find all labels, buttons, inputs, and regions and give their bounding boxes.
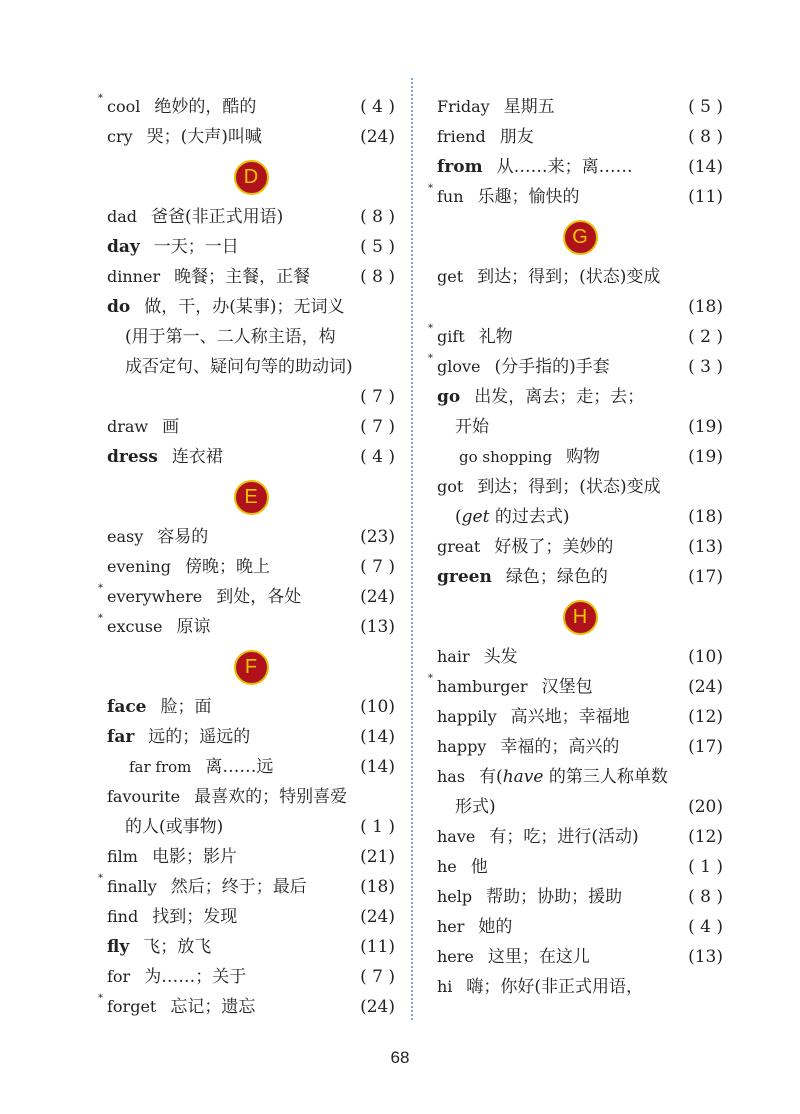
- entry-continuation: [437, 792, 723, 822]
- unit-reference: ( 1 ): [688, 857, 723, 877]
- entry-continuation: [437, 502, 723, 532]
- entry-definition: 哭；(大声)叫喊: [146, 127, 262, 147]
- entry-definition: 画: [162, 417, 180, 437]
- unit-reference: (12): [688, 827, 723, 847]
- unit-reference: ( 4 ): [688, 917, 723, 937]
- unit-reference: (24): [360, 587, 395, 607]
- unit-reference: ( 5 ): [688, 97, 723, 117]
- entry-word: her: [437, 917, 465, 936]
- entry-definition: 星期五: [503, 97, 555, 117]
- entry-definition: 脸；面: [160, 697, 212, 717]
- vocab-entry: [437, 382, 723, 412]
- unit-reference: (12): [688, 707, 723, 727]
- unit-reference: ( 8 ): [688, 127, 723, 147]
- vocab-entry: [437, 942, 723, 972]
- unit-reference: (17): [688, 567, 723, 587]
- unit-reference: ( 8 ): [360, 267, 395, 287]
- entry-word: excuse: [107, 617, 163, 636]
- unit-reference: (24): [360, 907, 395, 927]
- entry-word: fly: [107, 937, 130, 957]
- vocab-entry: [437, 92, 723, 122]
- entry-word: draw: [107, 417, 149, 436]
- phrase-entry: [107, 752, 395, 782]
- unit-reference: (14): [688, 157, 723, 177]
- entry-word: hamburger: [437, 677, 528, 696]
- unit-reference: (23): [360, 527, 395, 547]
- entry-word: finally: [107, 877, 157, 896]
- entry-definition: 头发: [483, 647, 518, 667]
- entry-continuation: [107, 352, 395, 382]
- entry-definition: 幸福的；高兴的: [500, 737, 620, 757]
- entry-word: glove: [437, 357, 481, 376]
- vocab-entry: [107, 932, 395, 962]
- letter-section-header: [107, 472, 395, 522]
- vocab-entry: [107, 842, 395, 872]
- asterisk-marker: *: [98, 583, 103, 594]
- entry-word: do: [107, 297, 131, 317]
- letter-section-header: [437, 212, 723, 262]
- entry-definition: 的人(或事物): [125, 817, 224, 837]
- entry-word: he: [437, 857, 457, 876]
- letter-badge: F: [234, 650, 269, 685]
- entry-definition: (用于第一、二人称主语，构: [125, 327, 336, 347]
- unit-reference: (18): [688, 297, 723, 317]
- entry-definition: 原谅: [176, 617, 211, 637]
- unit-reference: (24): [688, 677, 723, 697]
- letter-section-header: [107, 152, 395, 202]
- entry-definition: 到处，各处: [216, 587, 302, 607]
- vocab-entry: [437, 912, 723, 942]
- unit-reference: ( 5 ): [360, 237, 395, 257]
- glossary-left-column: [98, 92, 395, 1022]
- entry-word: face: [107, 697, 147, 717]
- entry-definition: 从……来；离……: [496, 157, 633, 177]
- entry-word: everywhere: [107, 587, 203, 606]
- entry-word: go: [437, 387, 461, 407]
- vocab-entry: [107, 902, 395, 932]
- entry-word: cry: [107, 127, 133, 146]
- entry-definition: 电影；影片: [151, 847, 237, 867]
- entry-continuation: [107, 322, 395, 352]
- unit-reference: ( 8 ): [360, 207, 395, 227]
- entry-definition: 容易的: [157, 527, 209, 547]
- vocab-entry: [437, 472, 723, 502]
- asterisk-marker: *: [98, 873, 103, 884]
- entry-definition: 远的；遥远的: [148, 727, 251, 747]
- unit-reference: (24): [360, 127, 395, 147]
- entry-definition: 购物: [566, 447, 601, 467]
- unit-reference: (20): [688, 797, 723, 817]
- entry-word: for: [107, 967, 131, 986]
- unit-reference: (13): [360, 617, 395, 637]
- entry-word: film: [107, 847, 138, 866]
- vocab-entry: [437, 532, 723, 562]
- asterisk-marker: *: [98, 613, 103, 624]
- vocab-entry: [98, 992, 395, 1022]
- entry-definition: 最喜欢的；特别喜爱: [194, 787, 348, 807]
- entry-word: fun: [437, 187, 464, 206]
- unit-reference: (18): [360, 877, 395, 897]
- entry-word: cool: [107, 97, 141, 116]
- vocab-entry: [107, 552, 395, 582]
- unit-reference: ( 8 ): [688, 887, 723, 907]
- entry-definition: 他: [470, 857, 488, 877]
- vocab-entry: [107, 412, 395, 442]
- unit-reference: ( 4 ): [360, 447, 395, 467]
- vocab-entry: [428, 352, 723, 382]
- entry-word: far: [107, 727, 135, 747]
- vocab-entry: [107, 692, 395, 722]
- entry-word: get: [437, 267, 464, 286]
- entry-continuation: [107, 812, 395, 842]
- entry-word: gift: [437, 327, 465, 346]
- letter-badge: G: [563, 220, 598, 255]
- vocab-entry: [107, 522, 395, 552]
- entry-word: help: [437, 887, 473, 906]
- vocab-entry: [107, 722, 395, 752]
- entry-definition: 有(have 的第三人称单数: [479, 767, 668, 787]
- entry-definition: 离……远: [205, 757, 274, 777]
- entry-definition: 傍晚；晚上: [184, 557, 270, 577]
- vocab-entry: [107, 122, 395, 152]
- unit-reference: (11): [688, 187, 723, 207]
- entry-definition: 爸爸(非正式用语): [151, 207, 284, 227]
- vocab-entry: [107, 782, 395, 812]
- entry-word: great: [437, 537, 481, 556]
- entry-word: far from: [129, 758, 192, 776]
- unit-reference: (24): [360, 997, 395, 1017]
- entry-word: here: [437, 947, 474, 966]
- entry-continuation: [437, 412, 723, 442]
- entry-definition: (get 的过去式): [455, 507, 570, 527]
- entry-word: dress: [107, 447, 158, 467]
- unit-reference: ( 1 ): [360, 817, 395, 837]
- entry-word: dad: [107, 207, 138, 226]
- vocab-entry: [437, 762, 723, 792]
- letter-section-header: [437, 592, 723, 642]
- vocab-entry: [437, 262, 723, 292]
- entry-word: day: [107, 237, 140, 257]
- entry-definition: 然后；终于；最后: [170, 877, 307, 897]
- entry-definition: 嗨；你好(非正式用语，: [466, 977, 644, 997]
- letter-badge: D: [234, 160, 269, 195]
- unit-reference: ( 2 ): [688, 327, 723, 347]
- asterisk-marker: *: [428, 353, 433, 364]
- entry-definition: 她的: [478, 917, 513, 937]
- entry-definition: 到达；得到；(状态)变成: [477, 267, 661, 287]
- vocab-entry: [107, 292, 395, 322]
- entry-definition: 忘记；遗忘: [170, 997, 256, 1017]
- asterisk-marker: *: [428, 323, 433, 334]
- entry-word: friend: [437, 127, 486, 146]
- unit-reference: (17): [688, 737, 723, 757]
- vocab-entry: [107, 202, 395, 232]
- entry-definition: 找到；发现: [152, 907, 238, 927]
- unit-reference: (13): [688, 537, 723, 557]
- vocab-entry: [98, 872, 395, 902]
- vocab-entry: [107, 232, 395, 262]
- vocab-entry: [107, 262, 395, 292]
- asterisk-marker: *: [428, 183, 433, 194]
- entry-definition: 汉堡包: [541, 677, 593, 697]
- vocab-entry: [437, 852, 723, 882]
- glossary-right-column: [428, 92, 723, 1002]
- unit-reference: (11): [360, 937, 395, 957]
- vocab-entry: [428, 322, 723, 352]
- page-number: 68: [390, 1048, 410, 1067]
- vocab-entry: [437, 122, 723, 152]
- entry-word: have: [437, 827, 476, 846]
- entry-word: hi: [437, 977, 453, 996]
- entry-definition: 乐趣；愉快的: [477, 187, 580, 207]
- entry-definition: 做，干，办(某事)；无词义: [144, 297, 345, 317]
- entry-definition: 绿色；绿色的: [505, 567, 608, 587]
- vocab-entry: [437, 972, 723, 1002]
- entry-word: forget: [107, 997, 157, 1016]
- entry-word: green: [437, 567, 492, 587]
- entry-definition: 这里；在这儿: [487, 947, 590, 967]
- entry-definition: 高兴地；幸福地: [510, 707, 630, 727]
- entry-definition: 飞；放飞: [143, 937, 212, 957]
- unit-reference: (19): [688, 447, 723, 467]
- vocab-entry: [437, 562, 723, 592]
- vocab-entry: [437, 702, 723, 732]
- unit-reference: ( 7 ): [360, 387, 395, 407]
- entry-word: Friday: [437, 97, 490, 116]
- entry-continuation: [107, 382, 395, 412]
- entry-word: go shopping: [459, 448, 553, 466]
- entry-definition: 出发，离去；走；去；: [474, 387, 645, 407]
- letter-badge: E: [234, 480, 269, 515]
- letter-badge: H: [563, 600, 598, 635]
- unit-reference: ( 4 ): [360, 97, 395, 117]
- letter-section-header: [107, 642, 395, 692]
- entry-definition: 绝妙的，酷的: [154, 97, 257, 117]
- vocab-entry: [437, 152, 723, 182]
- entry-definition: 到达；得到；(状态)变成: [477, 477, 661, 497]
- entry-word: got: [437, 477, 464, 496]
- unit-reference: (14): [360, 727, 395, 747]
- entry-word: hair: [437, 647, 470, 666]
- entry-word: from: [437, 157, 483, 177]
- vocab-entry: [437, 642, 723, 672]
- vocab-entry: [98, 612, 395, 642]
- entry-definition: 晚餐；主餐，正餐: [174, 267, 311, 287]
- column-divider: [411, 78, 413, 1020]
- vocab-entry: [437, 822, 723, 852]
- entry-word: easy: [107, 527, 144, 546]
- entry-word: find: [107, 907, 139, 926]
- asterisk-marker: *: [98, 993, 103, 1004]
- vocab-entry: [98, 92, 395, 122]
- unit-reference: (10): [360, 697, 395, 717]
- entry-definition: 形式): [455, 797, 496, 817]
- unit-reference: ( 3 ): [688, 357, 723, 377]
- vocab-entry: [107, 442, 395, 472]
- entry-definition: 开始: [455, 417, 489, 437]
- entry-definition: 有；吃；进行(活动): [489, 827, 639, 847]
- entry-definition: 帮助；协助；援助: [486, 887, 623, 907]
- entry-definition: 一天；一日: [153, 237, 239, 257]
- entry-definition: 成否定句、疑问句等的助动词): [125, 357, 353, 377]
- phrase-entry: [437, 442, 723, 472]
- vocab-entry: [428, 672, 723, 702]
- unit-reference: ( 7 ): [360, 557, 395, 577]
- unit-reference: (18): [688, 507, 723, 527]
- entry-definition: 好极了；美妙的: [494, 537, 614, 557]
- unit-reference: (21): [360, 847, 395, 867]
- unit-reference: ( 7 ): [360, 967, 395, 987]
- unit-reference: ( 7 ): [360, 417, 395, 437]
- vocab-entry: [428, 182, 723, 212]
- entry-word: has: [437, 767, 466, 786]
- unit-reference: (14): [360, 757, 395, 777]
- vocab-entry: [437, 882, 723, 912]
- entry-definition: 礼物: [478, 327, 513, 347]
- entry-word: favourite: [107, 787, 181, 806]
- unit-reference: (13): [688, 947, 723, 967]
- entry-word: dinner: [107, 267, 161, 286]
- entry-definition: 为……；关于: [144, 967, 247, 987]
- entry-definition: 连衣裙: [171, 447, 223, 467]
- unit-reference: (19): [688, 417, 723, 437]
- entry-definition: (分手指的)手套: [494, 357, 610, 377]
- asterisk-marker: *: [98, 93, 103, 104]
- vocab-entry: [437, 732, 723, 762]
- asterisk-marker: *: [428, 673, 433, 684]
- unit-reference: (10): [688, 647, 723, 667]
- entry-word: happily: [437, 707, 497, 726]
- vocab-entry: [107, 962, 395, 992]
- entry-definition: 朋友: [499, 127, 534, 147]
- entry-word: evening: [107, 557, 171, 576]
- entry-word: happy: [437, 737, 487, 756]
- entry-continuation: [437, 292, 723, 322]
- vocab-entry: [98, 582, 395, 612]
